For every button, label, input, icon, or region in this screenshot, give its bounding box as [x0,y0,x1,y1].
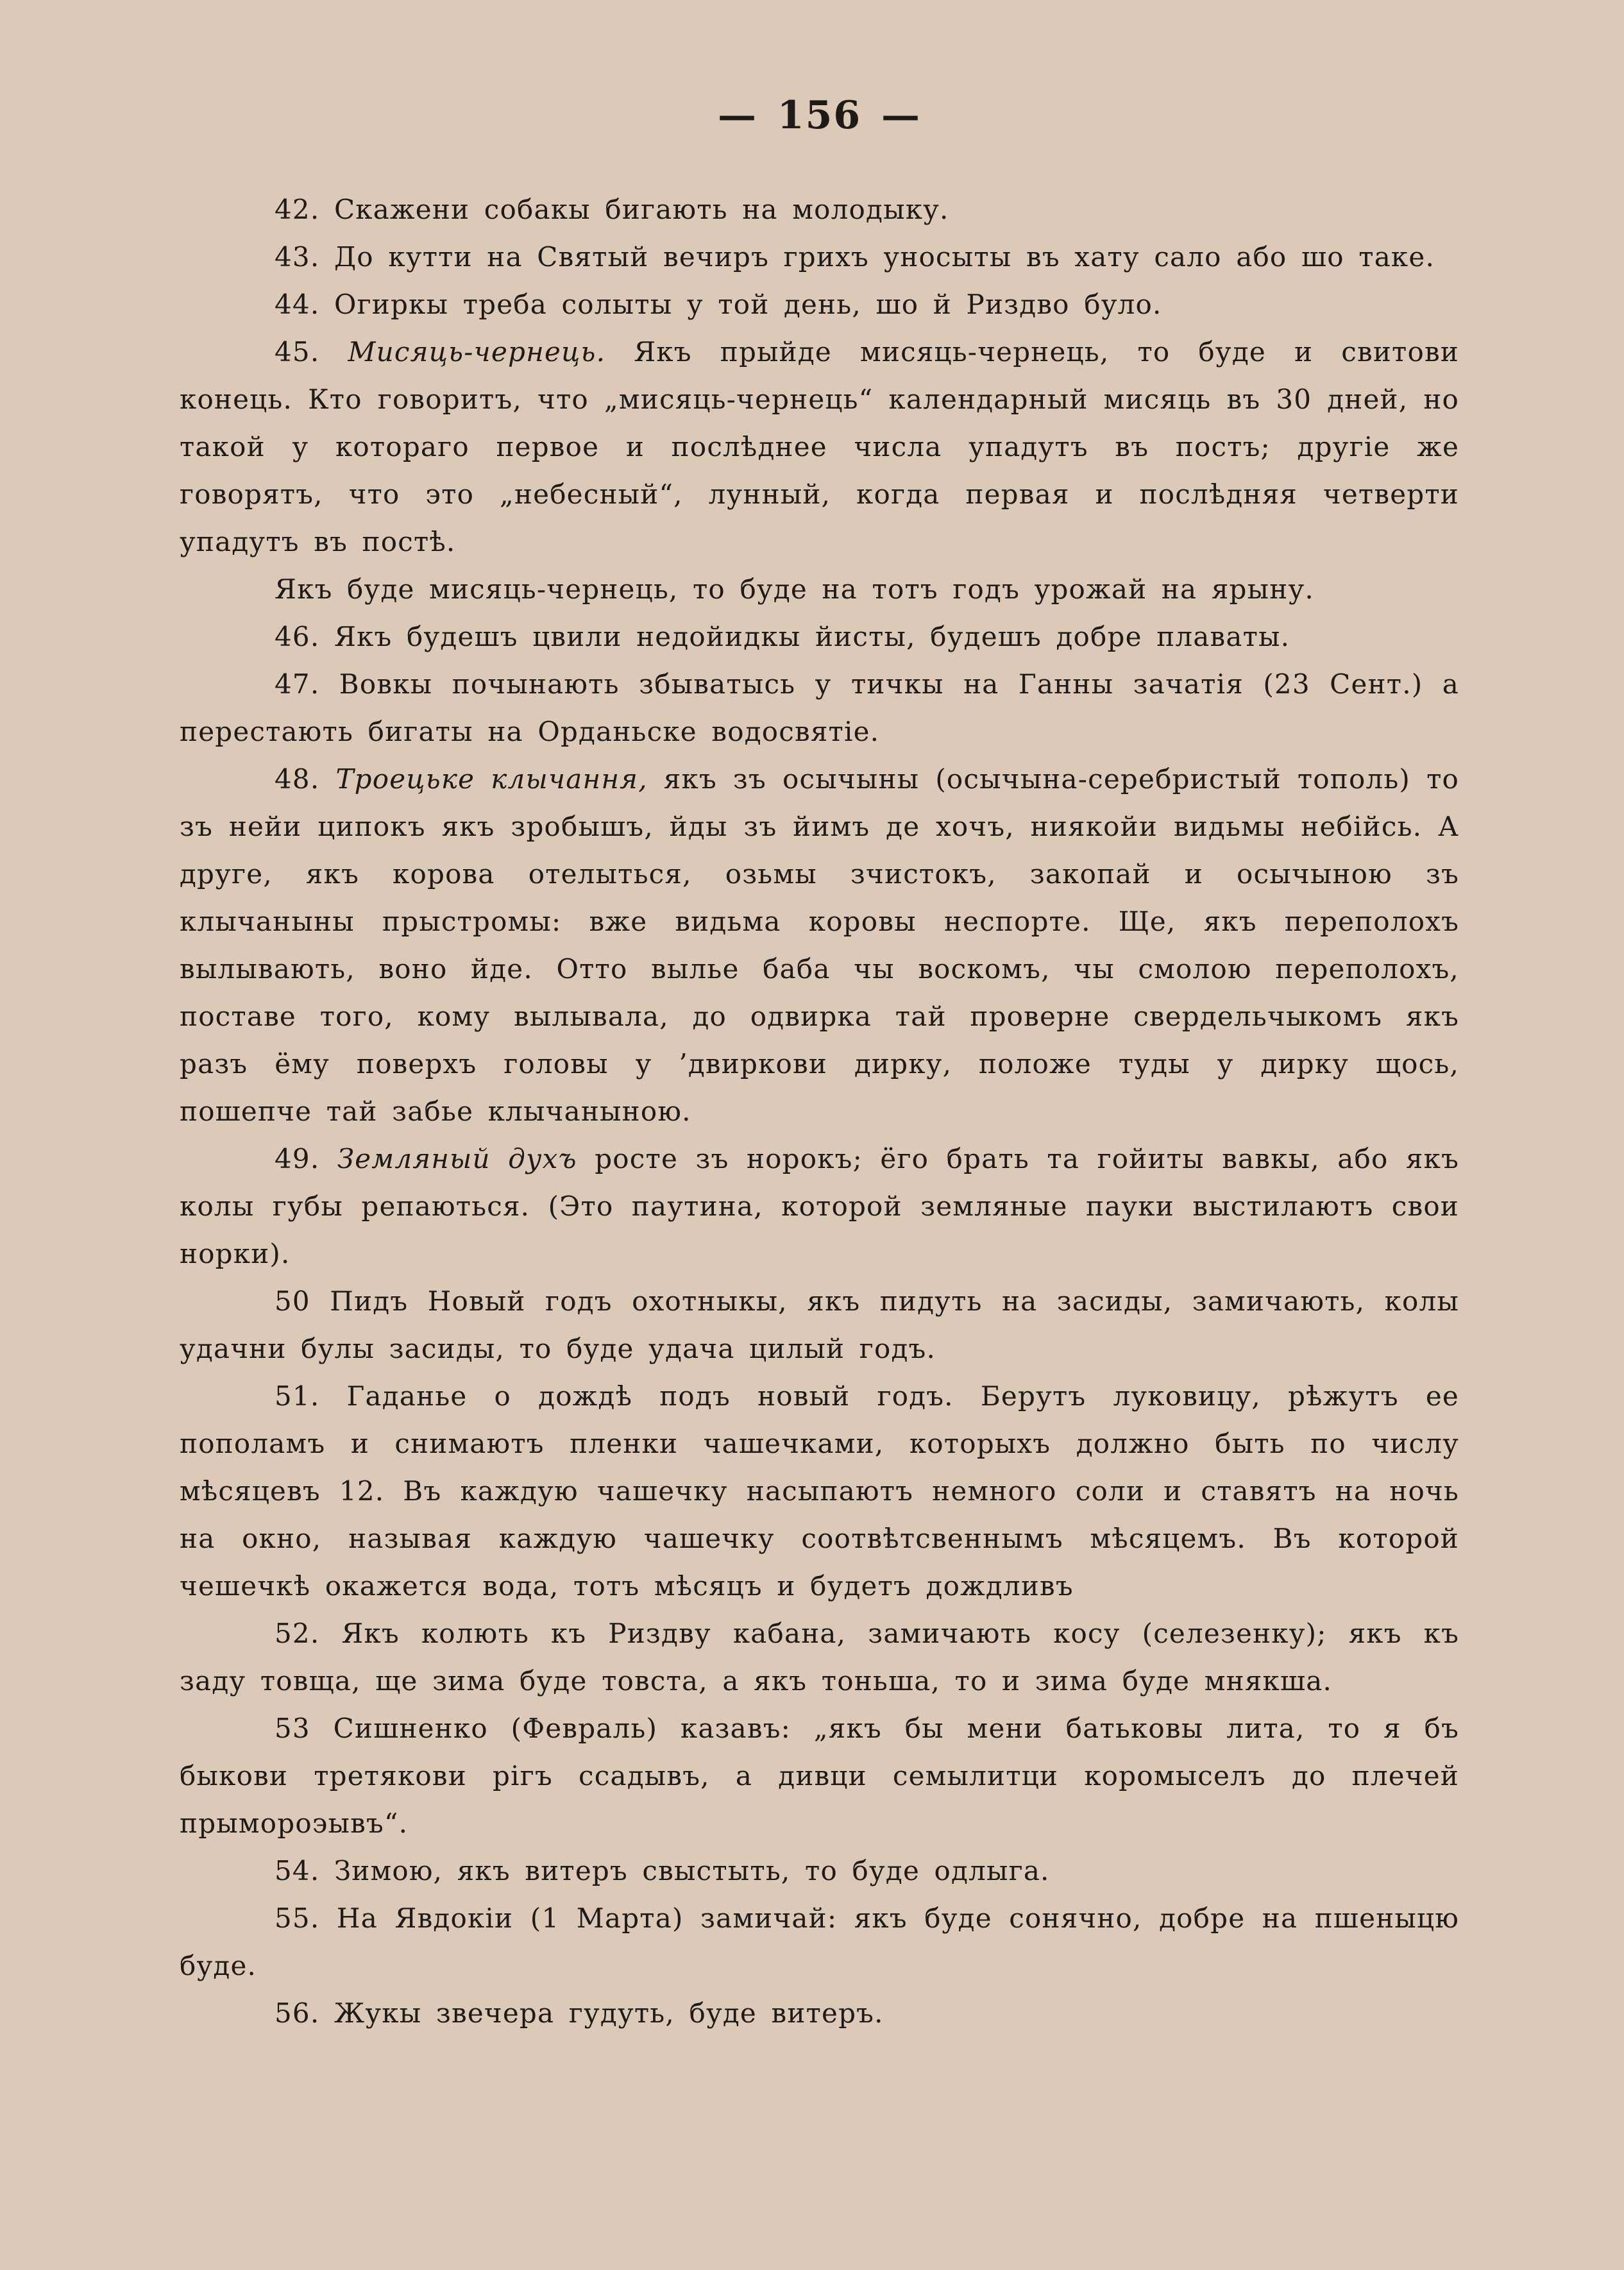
paragraph-text: 56. Жукы звечера гудуть, буде витеръ. [275,1997,884,2029]
page-number: — 156 — [717,93,922,138]
paragraph-text: 43. До кутти на Святый вечиръ грихъ уносыты въ хату сало або шо таке. [275,241,1435,273]
paragraph-54 [180,1847,1459,1895]
paragraph-text: 53 Сишненко (Февраль) казавъ: „якъ бы мени батьковы лита, то я бъ быкови третякови рігъ ссадывъ, а дивци семылитци коромыселъ до плечей прымороэывъ“. [180,1713,1459,1839]
paragraph-52 [180,1610,1459,1705]
paragraph-prefix: 48. [275,763,336,795]
paragraph-56 [180,1990,1459,2037]
paragraph-heading: Земляный духъ [337,1143,577,1174]
paragraph-text: Якъ прыйде мисяць-чернець, то буде и свитови конець. Кто говоритъ, что „мисяць-чернець“ календарный мисяць въ 30 дней, но такой у котораго первое и послѣднее числа упадутъ въ постъ; другіе же говорятъ, что это „небесный“, лунный, когда первая и послѣдняя четверти упадутъ въ постѣ. [180,336,1459,557]
paragraph-42 [180,186,1459,233]
paragraph-prefix: 49. [275,1143,337,1174]
paragraph-47 [180,661,1459,756]
paragraph-55 [180,1895,1459,1990]
paragraph-50 [180,1278,1459,1373]
paragraph-53 [180,1705,1459,1847]
paragraph-text: 46. Якъ будешъ цвили недойидкы йисты, будешъ добре плаваты. [275,621,1290,652]
paragraph-text: якъ зъ осычыны (осычына-серебристый тополь) то зъ нейи ципокъ якъ зробышъ, йды зъ йимъ де хочъ, ниякойи видьмы небійсь. А друге, якъ корова отелыться, озьмы зчистокъ, закопай и осычыною зъ клычаныны прыстромы: вже видьма коровы неспорте. Ще, якъ переполохъ вылывають, воно йде. Отто вылье баба чы воскомъ, чы смолою переполохъ, поставе того, кому вылывала, до одвирка тай проверне свердельчыкомъ якъ разъ ёму поверхъ головы у ’двиркови дирку, положе туды у дирку щось, пошепче тай забье клычаныною. [180,763,1459,1127]
paragraph-text: 51. Гаданье о дождѣ подъ новый годъ. Берутъ луковицу, рѣжутъ ее пополамъ и снимаютъ пленки чашечками, которыхъ должно быть по числу мѣсяцевъ 12. Въ каждую чашечку насыпаютъ немного соли и ставятъ на ночь на окно, называя каждую чашечку соотвѣтсвеннымъ мѣсяцемъ. Въ которой чешечкѣ окажется вода, тотъ мѣсяцъ и будетъ дождливъ [180,1380,1459,1602]
paragraph-text: 54. Зимою, якъ витеръ свыстыть, то буде одлыга. [275,1855,1050,1886]
paragraph-text: 44. Огиркы треба солыты у той день, шо й Риздво було. [275,289,1162,320]
paragraph-heading: Мисяць-чернець. [348,336,606,368]
paragraph-text: 47. Вовкы почынають збыватысь у тичкы на Ганны зачатія (23 Сент.) а перестають бигаты на Орданьске водосвятіе. [180,668,1459,747]
paragraph-46 [180,613,1459,661]
paragraph-text: Якъ буде мисяць-чернець, то буде на тотъ годъ урожай на ярыну. [275,573,1314,605]
paragraph-45-continued [180,566,1459,613]
paragraph-43 [180,233,1459,281]
paragraph-text: 52. Якъ колють къ Риздву кабана, замичають косу (селезенку); якъ къ заду товща, ще зима буде товста, а якъ тоньша, то и зима буде мнякша. [180,1618,1459,1697]
paragraph-prefix: 45. [275,336,348,368]
paragraph-text: росте зъ норокъ; ёго брать та гойиты вавкы, або якъ колы губы репаються. (Это паутина, которой земляные пауки выстилаютъ свои норки). [180,1143,1459,1269]
page-text [180,83,1459,2037]
paragraph-48 [180,756,1459,1135]
paragraph-heading: Троецьке клычання, [335,763,648,795]
paragraph-45 [180,328,1459,566]
paragraph-49 [180,1135,1459,1278]
paragraph-51 [180,1373,1459,1610]
paragraph-text: 55. На Явдокіи (1 Марта) замичай: якъ буде сонячно, добре на пшеныцю буде. [180,1902,1459,1981]
paragraph-text: 50 Пидъ Новый годъ охотныкы, якъ пидуть на засиды, замичають, колы удачни булы засиды, то буде удача цилый годъ. [180,1285,1459,1364]
paragraph-text: 42. Скажени собакы бигають на молодыку. [275,194,949,225]
paragraph-44 [180,281,1459,328]
